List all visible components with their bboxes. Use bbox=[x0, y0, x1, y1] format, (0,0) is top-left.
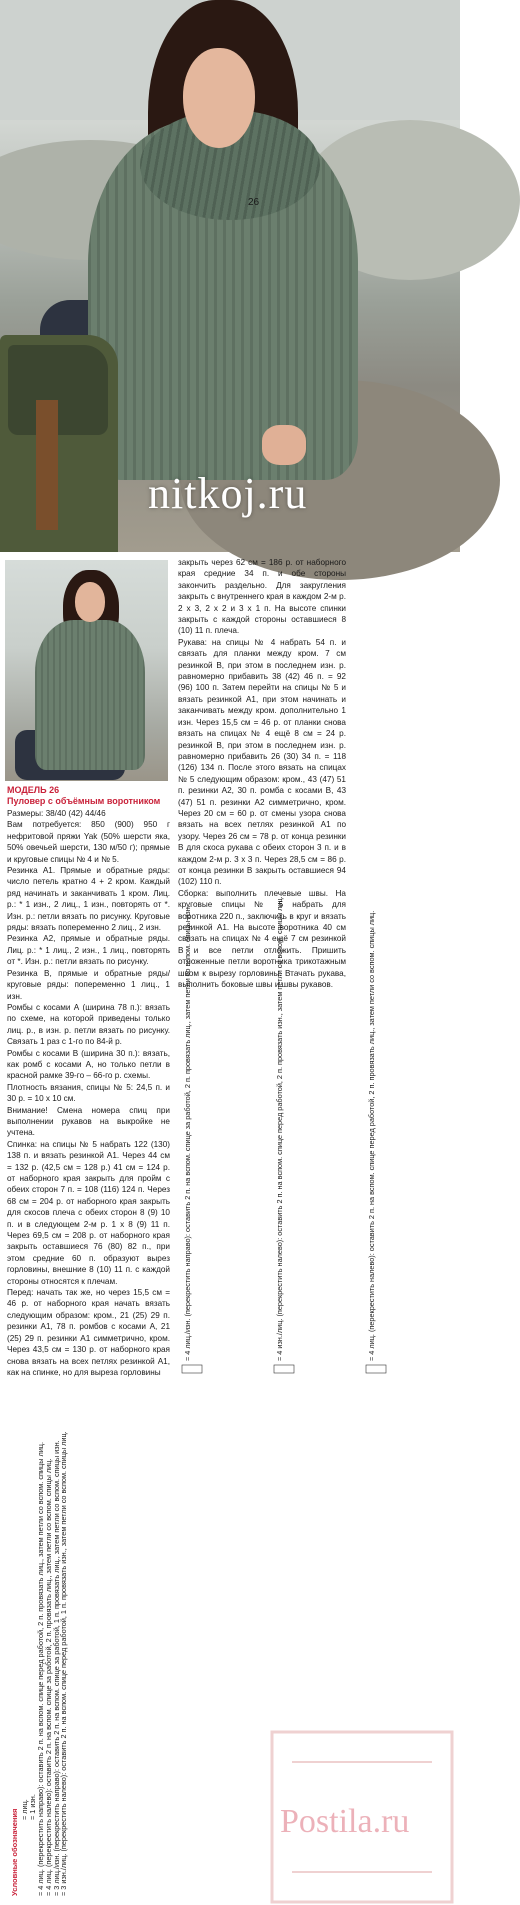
diagram-note-3-symbol bbox=[366, 1365, 386, 1373]
legend-item-6: = 3 изн./лиц. (перекрестить налево): оставить 2 п. на вспом. спице перед работой, 1 п. провязать изн., затем петли со вспом. спицы лиц. bbox=[59, 1431, 68, 1896]
model-title: МОДЕЛЬ 26 bbox=[7, 785, 60, 795]
diagram-note-1-text: = 4 лиц./изн. (перекрестить направо): оставить 2 п. на вспом. спице за работой, 2 п. провязать лиц., затем петли со вспом. спицы изн. bbox=[183, 905, 192, 1361]
diagram-notes-right bbox=[176, 896, 458, 1385]
diagram-note-3 bbox=[366, 911, 386, 1373]
instructions-right-column: закрыть через 62 см = 186 р. от наборного края средние 34 п. и обе стороны закончить раздельно. Для закругления закрыть с внутреннего края в каждом 2-м р. 2 х 3, 2 х 2 и 3 х 1 п. На высоте спинки закрыть с каждой стороны оставшиеся 8 (10) 11 п. плеча. Рукава: на спицы № 4 набрать 54 п. и связать для планки между кром. 7 см резинкой В, при этом в последнем изн. р. равномерно прибавить 38 (42) 46 п. = 92 (96) 100 п. Затем перейти на спицы № 5 и вязать резинкой А1, при этом начинать и заканчивать между кром. дополнительно 1 изн. Через 15,5 см = 46 р. от планки снова вязать на спицах № 4 ещё 8 см = 24 р. резинкой В, при этом в последнем изн. р. равномерно прибавить 26 (30) 34 п. = 118 (126) 134 п. После этого вязать на спицах № 5 следующим образом: кром., 43 (47) 51 п. резинки А2, 30 п. ромба с косами В, 43 (47) 51 п. резинки А2 симметрично, кром. Через 20 см = 60 р. от смены узора снова вязать на всех петлях резинкой А1 по узору. Через 26 см = 78 р. от конца резинки В для скоса рукава с обеих сторон 3 п. и в каждом 2-м р. 3 х 3 п. Через 28,5 см = 86 р. от конца резинки В закрыть оставшиеся 94 (102) 110 п. Сборка: выполнить плечевые швы. На круговые спицы № 5 набрать для воротника 220 п., заключить в круг и вязать резинкой А1. На высоте воротника 40 см связать на спицах № 4 ещё 7 см резинкой В и все петли отложить. Пришить отложенные петли воротника трикотажным швом к вырезу горловины. Втачать рукава, выполнить боковые швы и швы рукавов. bbox=[178, 558, 346, 990]
face bbox=[183, 48, 255, 148]
legend-item-2: = 1 изн. bbox=[28, 1794, 37, 1820]
main-photo bbox=[0, 0, 460, 552]
legend-item-3: = 4 лиц. (перекрестить направо): оставить 2 п. на вспом. спице перед работой, 2 п. провязать лиц., затем петли со вспом. спицы лиц. bbox=[36, 1441, 45, 1896]
legend-item-4: = 4 лиц. (перекрестить налево): оставить 2 п. на вспом. спице за работой, 2 п. провязать лиц., затем петли со вспом. спицы лиц. bbox=[44, 1458, 53, 1896]
small-photo-sweater bbox=[35, 620, 145, 770]
small-photo-face bbox=[75, 582, 105, 622]
diagram-note-2-text: = 4 изн./лиц. (перекрестить налево): оставить 2 п. на вспом. спице перед работой, 2 п. провязать изн., затем петли со вспом. спицы лиц. bbox=[275, 896, 284, 1361]
watermark: nitkoj.ru bbox=[148, 469, 308, 518]
model-heading bbox=[7, 785, 172, 807]
hand bbox=[262, 425, 306, 465]
diagram-note-2-symbol bbox=[274, 1365, 294, 1373]
model-number-label: 26 bbox=[248, 197, 260, 208]
stamp-text: Postila.ru bbox=[280, 1803, 410, 1840]
backpack-strap bbox=[36, 400, 58, 530]
small-photo bbox=[5, 560, 168, 781]
diagram-note-3-text: = 4 лиц. (перекрестить налево): оставить 2 п. на вспом. спице перед работой, 2 п. провязать лиц., затем петли со вспом. спицы лиц. bbox=[367, 910, 376, 1361]
backpack-flap bbox=[8, 345, 108, 435]
legend-item-1: = лиц. bbox=[20, 1799, 29, 1820]
instructions-left-column: Размеры: 38/40 (42) 44/46 Вам потребуется: 850 (900) 950 г нефритовой пряжи Yak (50% шерсти яка, 50% овечьей шерсти, 130 м/50 г); прямые и круговые спицы № 4 и № 5. Резинка А1. Прямые и обратные ряды: число петель кратно 4 + 2 кром. Каждый ряд начинать и заканчивать 1 кром. Лиц. р.: * 1 изн., 2 лиц., 1 изн., повторять от *. Изн. р.: петли вязать по рисунку. Круговые ряды: вязать попеременно 2 лиц., 2 изн. Резинка А2, прямые и обратные ряды. Лиц. р.: * 1 лиц., 2 изн., 1 лиц., повторять от *. Изн. р.: петли вязать по рисунку. Резинка В, прямые и обратные ряды/круговые ряды: попеременно 1 лиц., 1 изн. Ромбы с косами А (ширина 78 п.): вязать по схеме, на которой приведены только лиц. р., в изн. р. петли вязать по рисунку. Связать 1 раз с 1-го по 84-й р. Ромбы с косами В (ширина 30 п.): вязать, как ромб с косами А, но только петли в красной рамке 39-го – 66-го р. схемы. Плотность вязания, спицы № 5: 24,5 п. и 30 р. = 10 х 10 см. Внимание! Смена номера спиц при выполнении рукавов на выкройке не учтена. Спинка: на спицы № 5 набрать 122 (130) 138 п. и вязать резинкой А1. Через 44 см = 132 р. (42,5 см = 128 р.) 41 см = 124 р. от наборного края закрыть для пройм с обеих сторон 7 п. = 108 (116) 124 п. Через 68 см = 204 р. от наборного края закрыть для скосов плеча с обеих сторон 8 (9) 10 п. и в следующем 2-м р. 1 х 8 (9) 11 п. Через 69,5 см = 208 р. от наборного края закрыть оставшиеся 76 (80) 82 п., при этом средние 60 п. образуют вырез горловины, внешние 8 (10) 11 п. с каждой стороны относятся к плечам. Перед: начать так же, но через 15,5 см = 46 р. от наборного края начать вязать следующим образом: кром., 21 (25) 29 п. резинки А1, 78 п. ромбов с косами А, 21 (25) 29 п. резинки А1 симметрично, кром. Через 43,5 см = 130 р. от наборного края снова вязать на всех петлях резинкой А1, как на спинке, но для выреза горловины bbox=[7, 809, 170, 1377]
model-subtitle: Пуловер с объёмным воротником bbox=[7, 796, 161, 806]
postila-stamp bbox=[262, 1722, 460, 1905]
legend bbox=[7, 1431, 68, 1900]
legend-title: Условные обозначения bbox=[10, 1808, 19, 1896]
legend-items bbox=[20, 1431, 68, 1896]
legend-item-5: = 3 лиц./изн. (перекрестить направо): оставить 2 п. на вспом. спице за работой, 1 п. провязать лиц., затем петли со вспом. спицы изн. bbox=[52, 1440, 61, 1896]
diagram-note-1-symbol bbox=[182, 1365, 202, 1373]
